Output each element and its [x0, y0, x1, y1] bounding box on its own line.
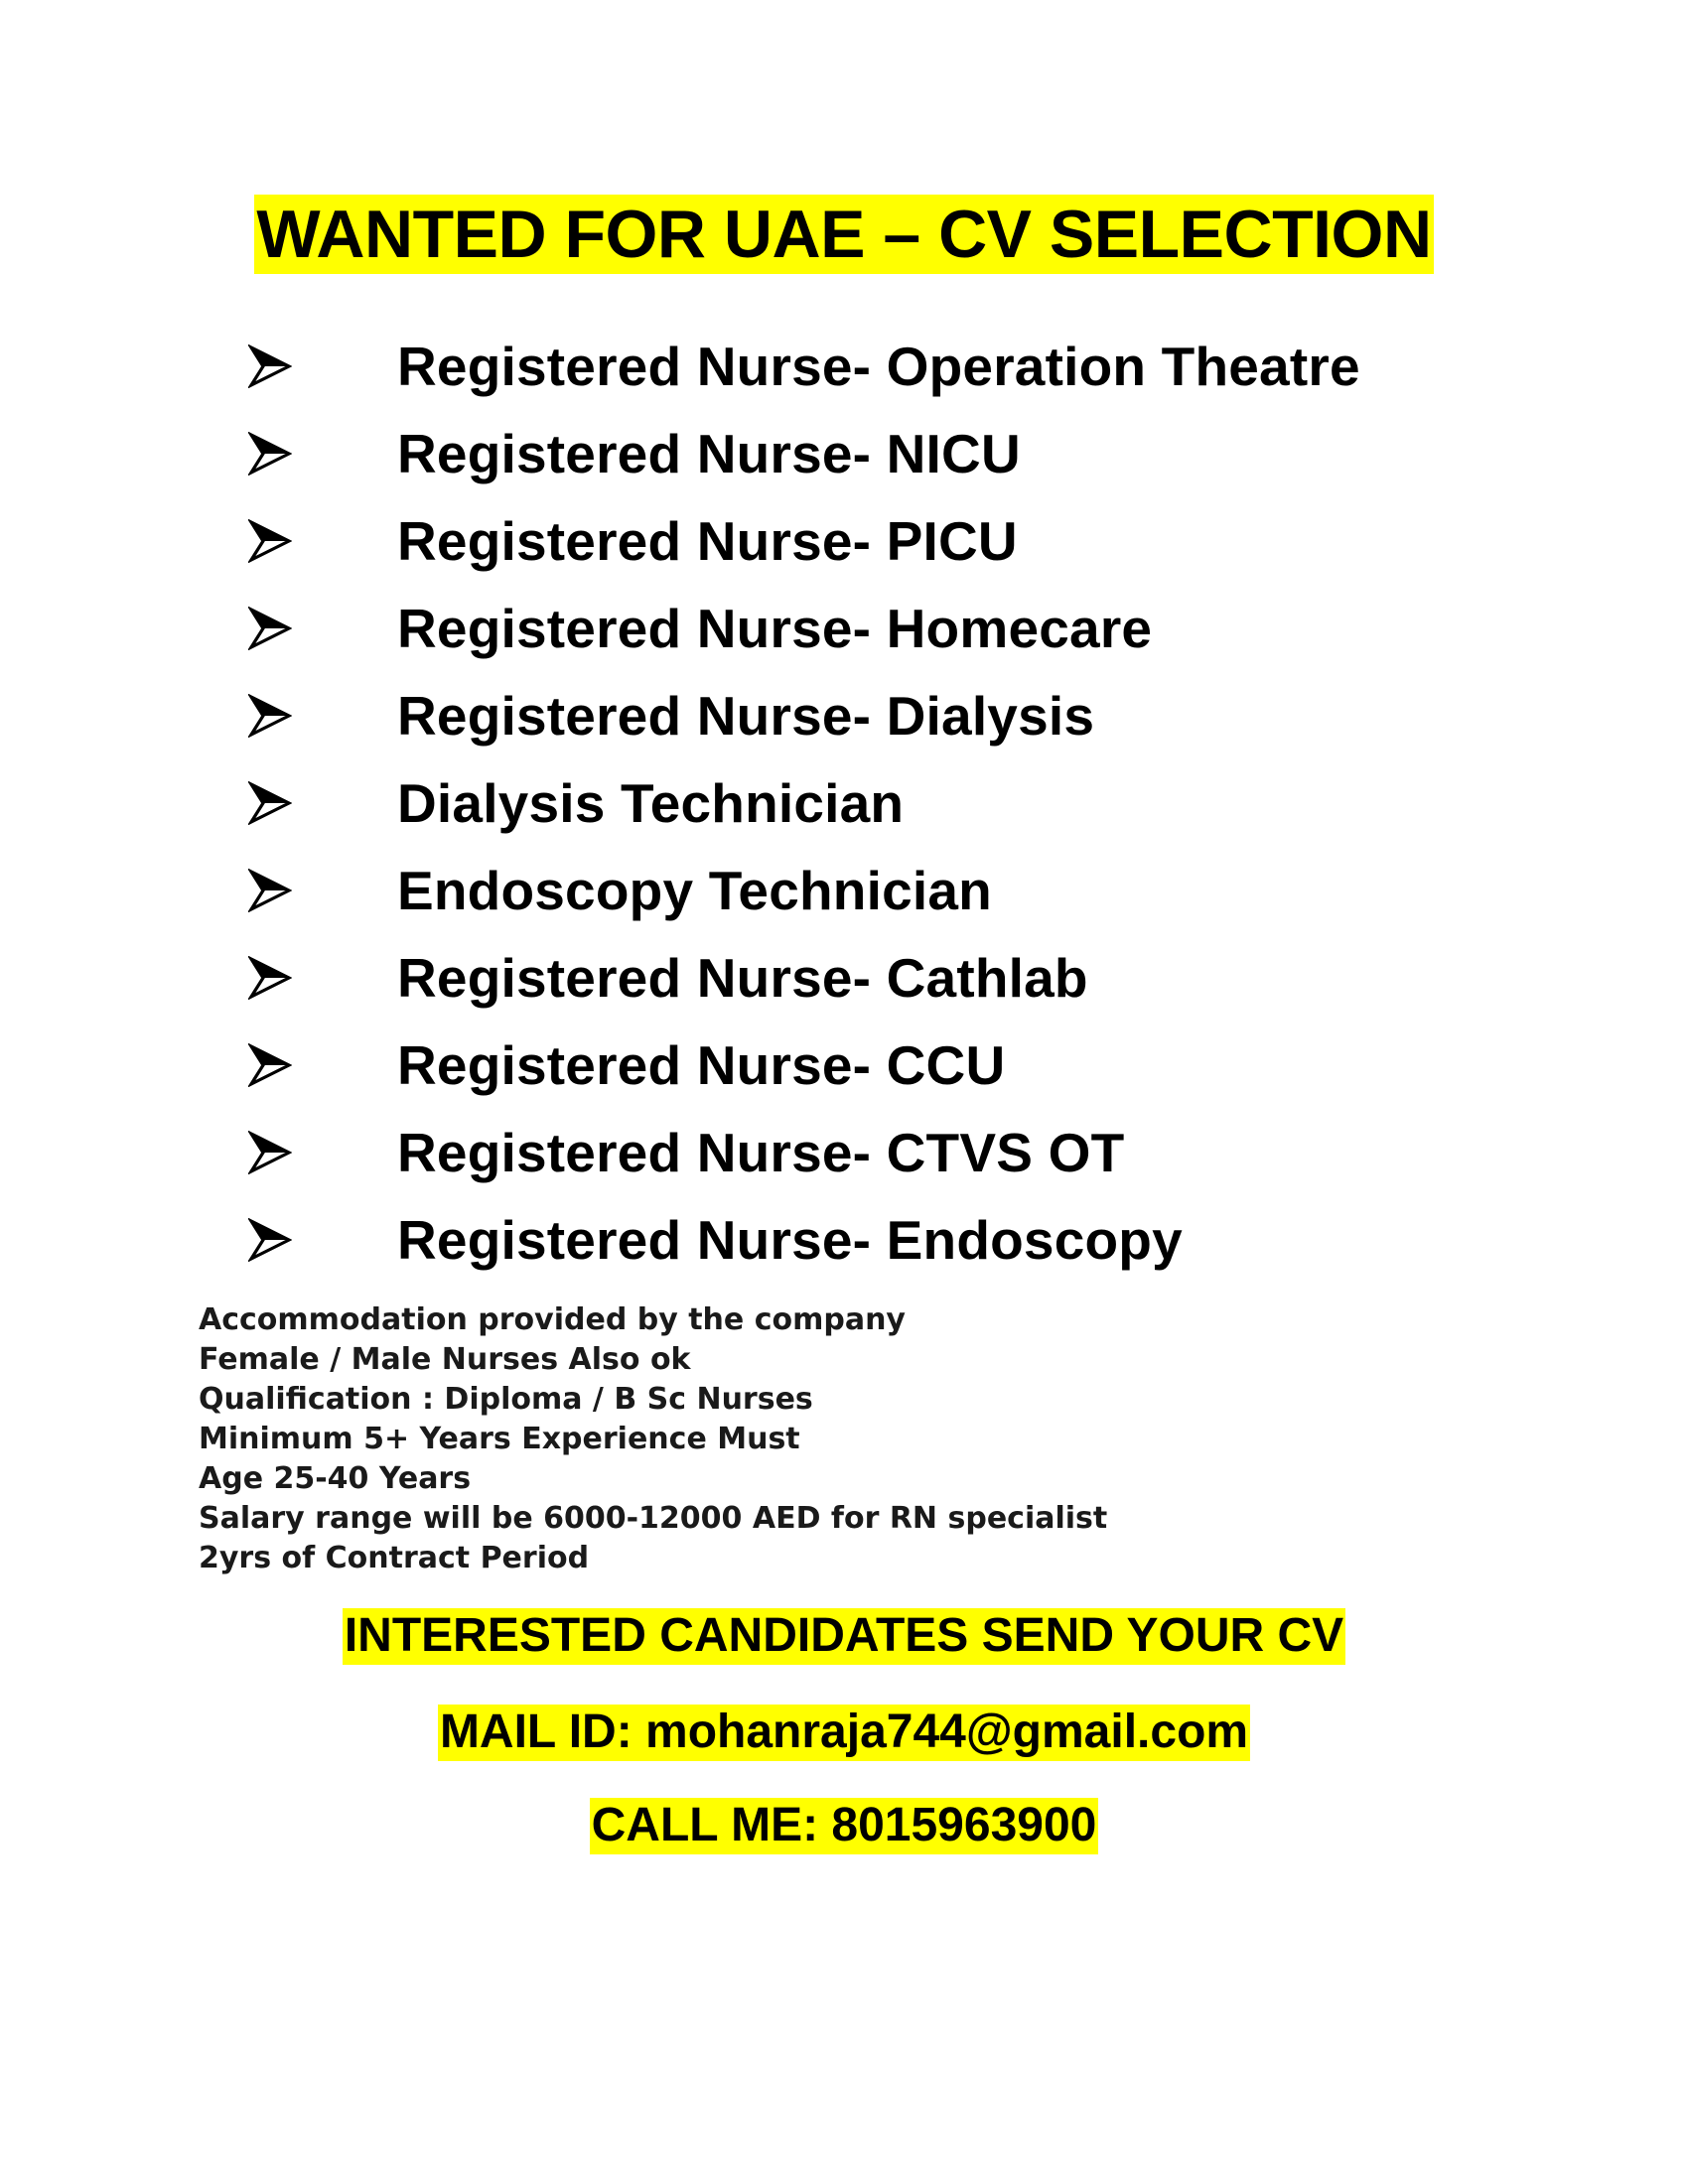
- phone-number[interactable]: CALL ME: 8015963900: [590, 1798, 1099, 1854]
- position-label: Registered Nurse- NICU: [397, 423, 1021, 484]
- arrow-bullet-icon: [248, 344, 397, 388]
- arrow-bullet-icon: [248, 869, 397, 912]
- mail-block: [0, 1705, 1688, 1761]
- mail-id[interactable]: MAIL ID: mohanraja744@gmail.com: [438, 1705, 1250, 1761]
- position-item: [248, 672, 1360, 759]
- arrow-bullet-icon: [248, 781, 397, 825]
- positions-list: [248, 323, 1360, 1284]
- job-details: [199, 1300, 1107, 1578]
- cta-block: [0, 1608, 1688, 1665]
- arrow-bullet-icon: [248, 519, 397, 563]
- arrow-bullet-icon: [248, 1131, 397, 1174]
- arrow-bullet-icon: [248, 956, 397, 1000]
- arrow-bullet-icon: [248, 1043, 397, 1087]
- position-label: Registered Nurse- CTVS OT: [397, 1122, 1125, 1183]
- detail-line: Minimum 5+ Years Experience Must: [199, 1422, 800, 1456]
- position-label: Registered Nurse- Dialysis: [397, 685, 1095, 747]
- position-label: Registered Nurse- Endoscopy: [397, 1209, 1183, 1271]
- detail-line: Female / Male Nurses Also ok: [199, 1342, 691, 1377]
- arrow-bullet-icon: [248, 607, 397, 650]
- arrow-bullet-icon: [248, 694, 397, 738]
- position-item: [248, 1109, 1360, 1196]
- position-item: [248, 585, 1360, 672]
- page-title: WANTED FOR UAE – CV SELECTION: [254, 195, 1433, 274]
- position-item: [248, 934, 1360, 1022]
- position-item: [248, 1022, 1360, 1109]
- title-block: [0, 195, 1688, 274]
- arrow-bullet-icon: [248, 1218, 397, 1262]
- position-item: [248, 1196, 1360, 1284]
- detail-line: Salary range will be 6000-12000 AED for RN specialist: [199, 1501, 1108, 1536]
- position-item: [248, 410, 1360, 497]
- call-to-action: INTERESTED CANDIDATES SEND YOUR CV: [343, 1608, 1345, 1665]
- detail-line: Qualification : Diploma / B Sc Nurses: [199, 1382, 813, 1417]
- position-item: [248, 759, 1360, 847]
- position-label: Registered Nurse- PICU: [397, 510, 1018, 572]
- position-item: [248, 497, 1360, 585]
- position-label: Registered Nurse- CCU: [397, 1034, 1006, 1096]
- detail-line: Accommodation provided by the company: [199, 1302, 906, 1337]
- position-label: Registered Nurse- Operation Theatre: [397, 336, 1360, 397]
- position-label: Endoscopy Technician: [397, 860, 992, 921]
- detail-line: 2yrs of Contract Period: [199, 1541, 590, 1575]
- position-label: Registered Nurse- Cathlab: [397, 947, 1088, 1009]
- position-item: [248, 323, 1360, 410]
- position-label: Registered Nurse- Homecare: [397, 598, 1153, 659]
- phone-block: [0, 1798, 1688, 1854]
- detail-line: Age 25-40 Years: [199, 1461, 472, 1496]
- arrow-bullet-icon: [248, 432, 397, 476]
- position-label: Dialysis Technician: [397, 772, 905, 834]
- position-item: [248, 847, 1360, 934]
